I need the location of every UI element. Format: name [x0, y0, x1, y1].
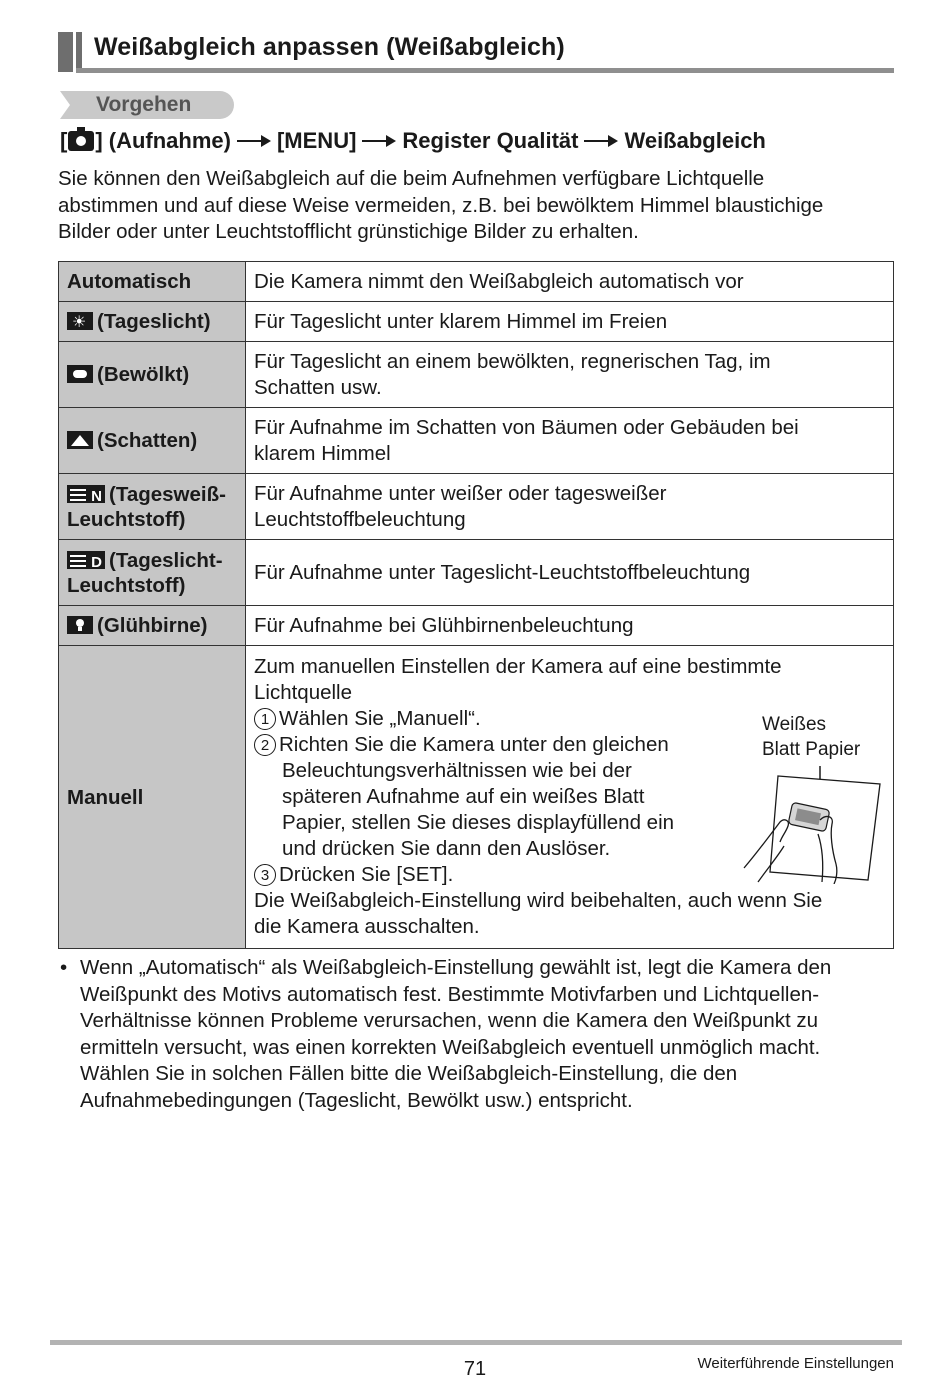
arrow-right-icon — [362, 135, 396, 147]
header-bar-stripe — [76, 32, 82, 72]
intro-line: abstimmen und auf diese Weise vermeiden, z.B. bei bewölktem Himmel blaustichige — [58, 193, 824, 217]
row-description: Für Aufnahme im Schatten von Bäumen oder Gebäuden bei klarem Himmel — [246, 408, 894, 474]
step-number: 2 — [254, 734, 276, 756]
table-row — [59, 540, 894, 606]
intro-line: Bilder oder unter Leuchtstofflicht grünstichige Bilder zu erhalten. — [58, 220, 639, 243]
header-underline — [76, 68, 894, 73]
intro-paragraph — [58, 166, 898, 246]
bullet: • — [60, 956, 68, 979]
section-header — [58, 32, 894, 74]
manual-instructions: Zum manuellen Einstellen der Kamera auf eine bestimmte Lichtquelle 1 Wählen Sie „Manuell“. 2 Richten Sie die Kamera unter den gleichen Beleuchtungsverhältnissen wie bei der späteren Aufnahme auf ein weißes Blatt Papier, stellen Sie dieses displayfüllend ein und drücken Sie dann den Auslöser. 3 Drücken Sie [SET]. Die Weißabgleich-Einstellung wird beibehalten, auch wenn Sie die Kamera ausschalten. Weißes Blatt Papier — [254, 654, 885, 940]
note-line: Wenn „Automatisch“ als Weißabgleich-Einstellung gewählt ist, legt die Kamera den — [80, 956, 832, 979]
path-menu: [MENU] — [276, 128, 357, 153]
table-row — [59, 342, 894, 408]
table-row — [59, 408, 894, 474]
menu-path — [60, 128, 766, 154]
fluorescent-d-icon: D — [67, 551, 105, 569]
camera-icon — [68, 131, 94, 151]
figure-label: Weißes Blatt Papier — [762, 714, 861, 760]
step-2: 2 Richten Sie die Kamera unter den gleichen — [254, 732, 669, 758]
bulb-icon — [67, 616, 93, 634]
note-line: Weißpunkt des Motivs automatisch fest. Bestimmte Motivfarben und Lichtquellen- — [80, 982, 820, 1006]
note-line: Verhältnisse können Probleme verursachen, wenn die Kamera den Weißpunkt zu — [80, 1009, 819, 1032]
row-description: Für Tageslicht an einem bewölkten, regnerischen Tag, im Schatten usw. — [246, 342, 894, 408]
row-label: N (Tagesweiß- Leuchtstoff) — [59, 474, 246, 540]
page-number: 71 — [463, 1358, 487, 1380]
note-line: ermitteln versucht, was einen korrekten Weißabgleich eventuell unmöglich macht. — [80, 1035, 821, 1059]
white-balance-table — [58, 261, 894, 949]
path-target: Weißabgleich — [624, 128, 766, 153]
footer-divider — [50, 1340, 902, 1345]
path-open-bracket: [ — [60, 128, 68, 153]
procedure-tag — [60, 91, 234, 119]
arrow-right-icon — [584, 135, 618, 147]
arrow-right-icon — [237, 135, 271, 147]
sun-icon — [67, 312, 93, 330]
row-label: (Bewölkt) — [59, 342, 246, 408]
intro-line: Sie können den Weißabgleich auf die beim Aufnehmen verfügbare Lichtquelle — [58, 167, 765, 190]
path-register: Register Qualität — [402, 128, 579, 153]
row-label: (Schatten) — [59, 408, 246, 474]
row-description: Für Aufnahme unter Tageslicht-Leuchtstoffbeleuchtung — [246, 540, 894, 606]
table-row — [59, 302, 894, 342]
table-row — [59, 262, 894, 302]
table-row — [59, 474, 894, 540]
header-bar-block — [58, 32, 73, 72]
step-1: 1 Wählen Sie „Manuell“. — [254, 706, 481, 732]
fluorescent-n-icon: N — [67, 485, 105, 503]
procedure-tag-label: Vorgehen — [96, 93, 192, 116]
row-description: Für Tageslicht unter klarem Himmel im Freien — [246, 302, 894, 342]
page-title: Weißabgleich anpassen (Weißabgleich) — [94, 33, 565, 61]
row-description — [246, 646, 894, 949]
tag-notch — [60, 91, 70, 119]
shade-icon — [67, 431, 93, 449]
white-paper-illustration — [740, 764, 890, 884]
note-line: Wählen Sie in solchen Fällen bitte die Weißabgleich-Einstellung, die den — [80, 1062, 738, 1085]
step-number: 3 — [254, 864, 276, 886]
step-3: 3 Drücken Sie [SET]. — [254, 862, 453, 888]
note-paragraph — [58, 955, 896, 1114]
row-label: Manuell — [59, 646, 246, 949]
step-number: 1 — [254, 708, 276, 730]
note-line: Aufnahmebedingungen (Tageslicht, Bewölkt usw.) entspricht. — [80, 1088, 633, 1112]
row-label: Automatisch — [59, 262, 246, 302]
row-description: Für Aufnahme unter weißer oder tagesweißer Leuchtstoffbeleuchtung — [246, 474, 894, 540]
cloud-icon — [67, 365, 93, 383]
section-name: Weiterführende Einstellungen — [697, 1355, 894, 1372]
row-label: (Glühbirne) — [59, 606, 246, 646]
table-row-manual — [59, 646, 894, 949]
row-description: Die Kamera nimmt den Weißabgleich automatisch vor — [246, 262, 894, 302]
row-label: ☀(Tageslicht) — [59, 302, 246, 342]
row-description: Für Aufnahme bei Glühbirnenbeleuchtung — [246, 606, 894, 646]
row-label: D (Tageslicht- Leuchtstoff) — [59, 540, 246, 606]
table-row — [59, 606, 894, 646]
path-record-mode: ] (Aufnahme) — [95, 128, 231, 153]
